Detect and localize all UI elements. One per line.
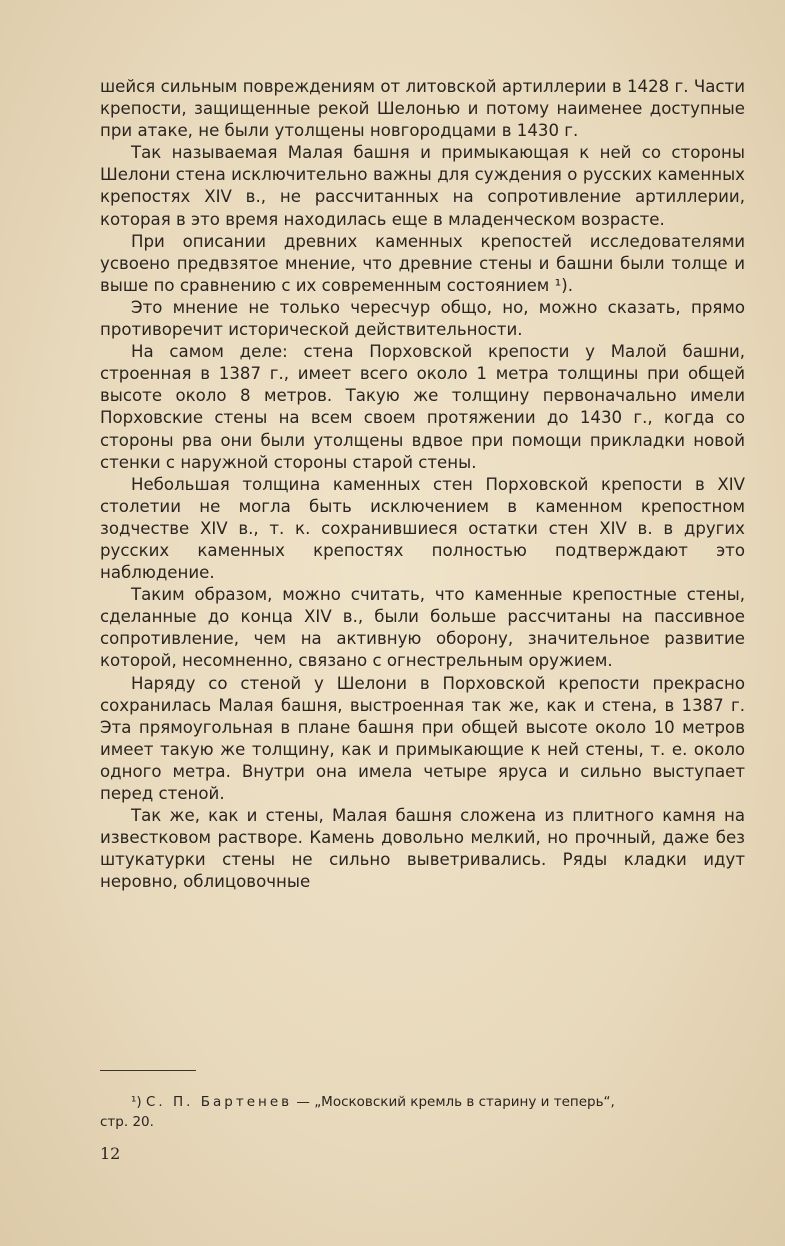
footnote xyxy=(100,1092,750,1132)
page-number: 12 xyxy=(100,1144,121,1163)
paragraph-7: Таким образом, можно считать, что каменные крепостные стены, сделанные до конца XIV в., были больше рассчитаны на пассивное сопротивление, чем на активную оборону, значительное развитие которой, несомненно, связано с огнестрельным оружием. xyxy=(100,585,745,671)
paragraph-2: Так называемая Малая башня и примыкающая к ней со стороны Шелони стена исключительно важны для суждения о русских каменных крепостях XIV в., не рассчитанных на сопротивление артиллерии, которая в это время находилась еще в младенческом возрасте. xyxy=(100,143,745,229)
footnote-author: С. П. Бартенев xyxy=(145,1094,293,1110)
paragraph-8: Наряду со стеной у Шелони в Порховской крепости прекрасно сохранилась Малая башня, выстроенная так же, как и стена, в 1387 г. Эта прямоугольная в плане башня при общей высоте около 10 метров имеет такую же толщину, как и примыкающие к ней стены, т. е. около одного метра. Внутри она имела четыре яруса и сильно выступает перед стеной. xyxy=(100,673,745,803)
footnote-page: стр. 20. xyxy=(100,1114,154,1130)
body-text xyxy=(100,76,745,893)
footnote-dash: — xyxy=(292,1094,315,1110)
paragraph-1: шейся сильным повреждениям от литовской артиллерии в 1428 г. Части крепости, защищенные рекой Шелонью и потому наименее доступные при атаке, не были утолщены новгородцами в 1430 г. xyxy=(100,77,745,141)
footnote-marker: ¹) xyxy=(131,1094,142,1110)
paragraph-3: При описании древних каменных крепостей исследователями усвоено предвзятое мнение, что древние стены и башни были толще и выше по сравнению с их современным состоянием ¹). xyxy=(100,231,745,295)
footnote-divider xyxy=(100,1070,196,1071)
paragraph-9: Так же, как и стены, Малая башня сложена из плитного камня на известковом растворе. Камень довольно мелкий, но прочный, даже без штукатурки стены не сильно выветривались. Ряды кладки идут неровно, облицовочные xyxy=(100,806,745,892)
paragraph-6: Небольшая толщина каменных стен Порховской крепости в XIV столетии не могла быть исключением в каменном крепостном зодчестве XIV в., т. к. сохранившиеся остатки стен XIV в. в других русских каменных крепостях полностью подтверждают это наблюдение. xyxy=(100,474,745,583)
paragraph-4: Это мнение не только чересчур общо, но, можно сказать, прямо противоречит исторической действительности. xyxy=(100,297,745,340)
paragraph-5: На самом деле: стена Порховской крепости у Малой башни, строенная в 1387 г., имеет всего около 1 метра толщины при общей высоте около 8 метров. Такую же толщину первоначально имели Порховские стены на всем своем протяжении до 1430 г., когда со стороны рва они были утолщены вдвое при помощи прикладки новой стенки с наружной стороны старой стены. xyxy=(100,342,745,472)
footnote-title: „Московский кремль в старину и теперь“, xyxy=(314,1094,615,1110)
